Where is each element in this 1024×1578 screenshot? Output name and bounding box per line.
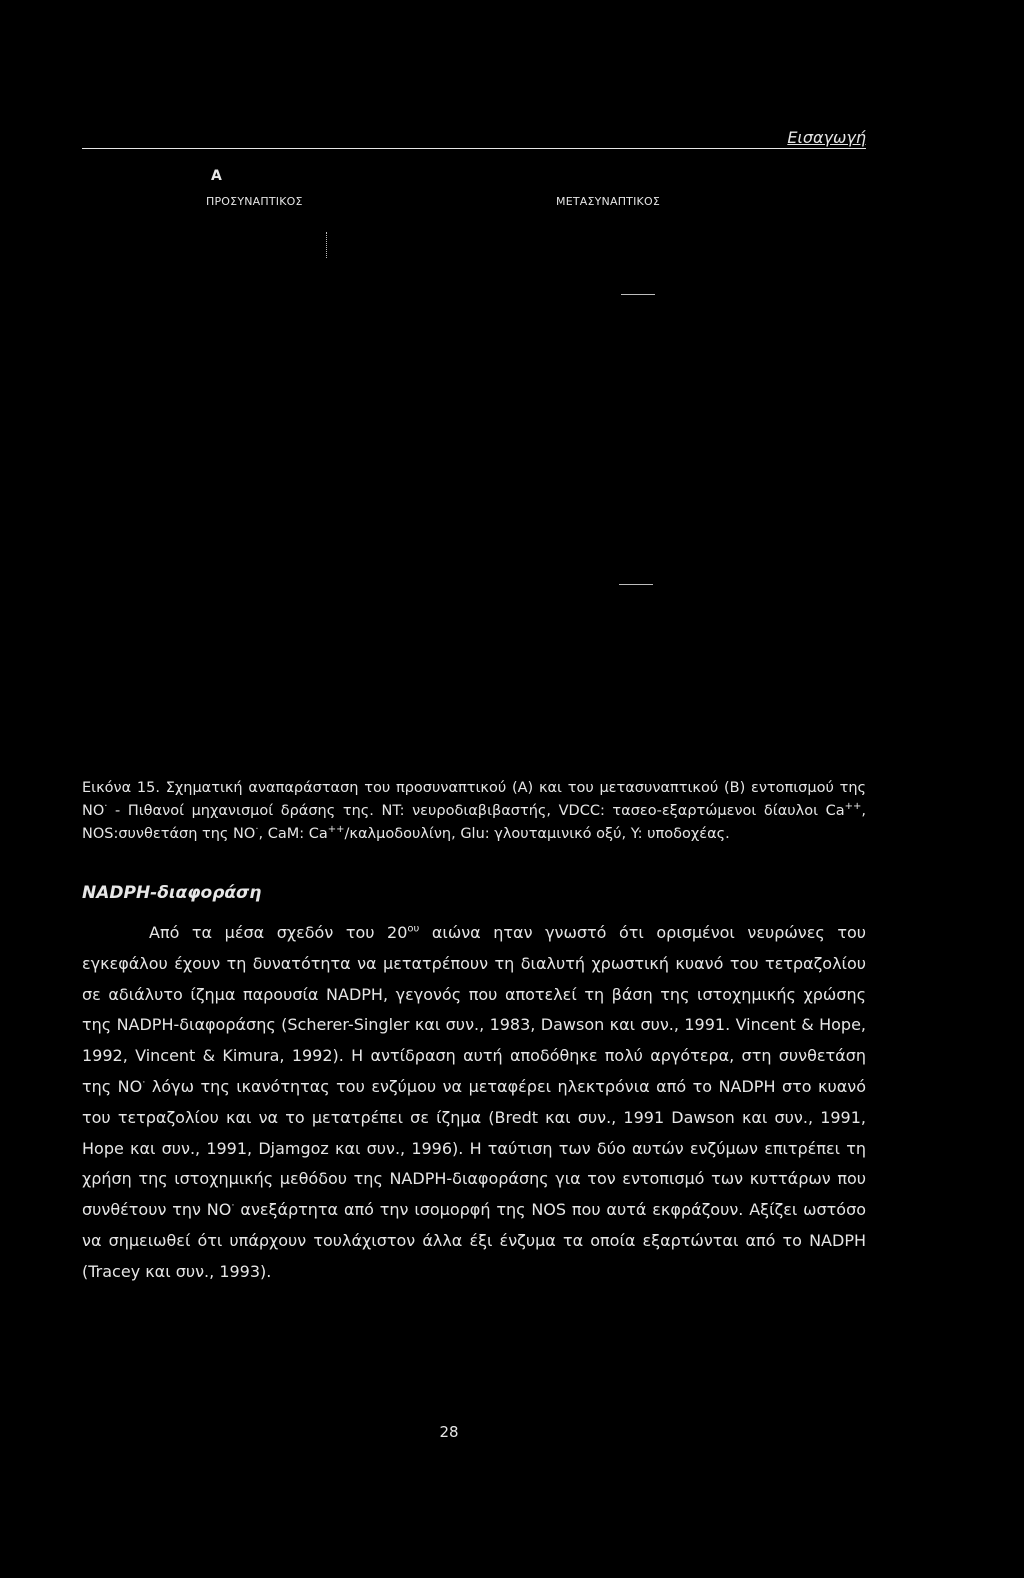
figure-dash-mark — [619, 584, 653, 585]
caption-text: Σχηματική αναπαράσταση του προσυναπτικού (Α) και του μετασυναπτικού (Β) εντοπισμού της NO — [82, 780, 867, 819]
paragraph-sup: · — [142, 1077, 146, 1089]
paragraph-text: αιώνα ηταν γνωστό ότι ορισμένοι νευρώνες του εγκεφάλου έχουν τη δυνατότητα να μετατρέπουν τη διαλυτή χρωστική κυανό του τετραζολίου σε αδιάλυτο ίζημα παρουσία NADPH, γεγονός που αποτελεί τη βάση της ιστοχημικής χρώσης της NADPH-διαφοράσης (Scherer-Singler και συν., 1983, Dawson και συν., 1991. Vincent & Hope, 1992, Vincent & Kimura, 1992). Η αντίδραση αυτή αποδόθηκε πολύ αργότερα, στη συνθετάση της NO — [82, 923, 866, 1096]
caption-sup: ++ — [327, 824, 345, 836]
paragraph-text: λόγω της ικανότητας του ενζύμου να μεταφέρει ηλεκτρόνια από το NADPH στο κυανό του τετραζολίου και να το μετατρέπει σε ίζημα (Bredt και συν., 1991 Dawson και συν., 1991, Hope και συν., 1991, Djamgoz και συν., 1996). Η ταύτιση των δύο αυτών ενζύμων επιτρέπει τη χρήση της ιστοχημικής μεθόδου της NADPH-διαφοράσης για τον εντοπισμό των κυττάρων που συνθέτουν την NO — [82, 1076, 867, 1220]
caption-text: , CaM: Ca — [258, 826, 328, 842]
caption-text: , NOS:συνθετάση της NO — [82, 803, 866, 842]
caption-text: /καλμοδουλίνη, Glu: γλουταμινικό οξύ, Y: υποδοχέας. — [344, 826, 730, 842]
figure-dash-mark — [621, 294, 655, 295]
figure-dotted-mark — [326, 232, 327, 258]
caption-text: - Πιθανοί μηχανισμοί δράσης της. NT: νευροδιαβιβαστής, VDCC: τασεο-εξαρτώμενοι δίαυλοι Ca — [107, 803, 845, 819]
caption-sup: · — [255, 824, 259, 836]
section-title: Εισαγωγή — [787, 128, 866, 147]
presynaptic-label: ΠΡΟΣΥΝΑΠΤΙΚΟΣ — [206, 195, 303, 208]
caption-sup: ++ — [844, 801, 862, 813]
body-paragraph — [82, 918, 866, 1288]
page-number: 28 — [439, 1423, 459, 1441]
paragraph-text: Από τα μέσα σχεδόν του 20 — [149, 923, 408, 942]
figure-caption — [82, 777, 866, 846]
header-rule — [82, 148, 866, 149]
paragraph-sup: ου — [407, 923, 420, 935]
paragraph-sup: · — [231, 1200, 235, 1212]
caption-label: Εικόνα 15. — [82, 780, 160, 796]
paragraph-text: ανεξάρτητα από την ισομορφή της NOS που αυτά εκφράζουν. Αξίζει ωστόσο να σημειωθεί ότι υπάρχουν τουλάχιστον άλλα έξι ένζυμα τα οποία εξαρτώνται από το NADPH (Tracey και συν., 1993). — [82, 1200, 866, 1281]
caption-sup: · — [104, 801, 108, 813]
section-heading: NADPH-διαφοράση — [82, 883, 262, 903]
postsynaptic-label: ΜΕΤΑΣΥΝΑΠΤΙΚΟΣ — [556, 195, 660, 208]
figure-panel-label: A — [211, 168, 222, 184]
